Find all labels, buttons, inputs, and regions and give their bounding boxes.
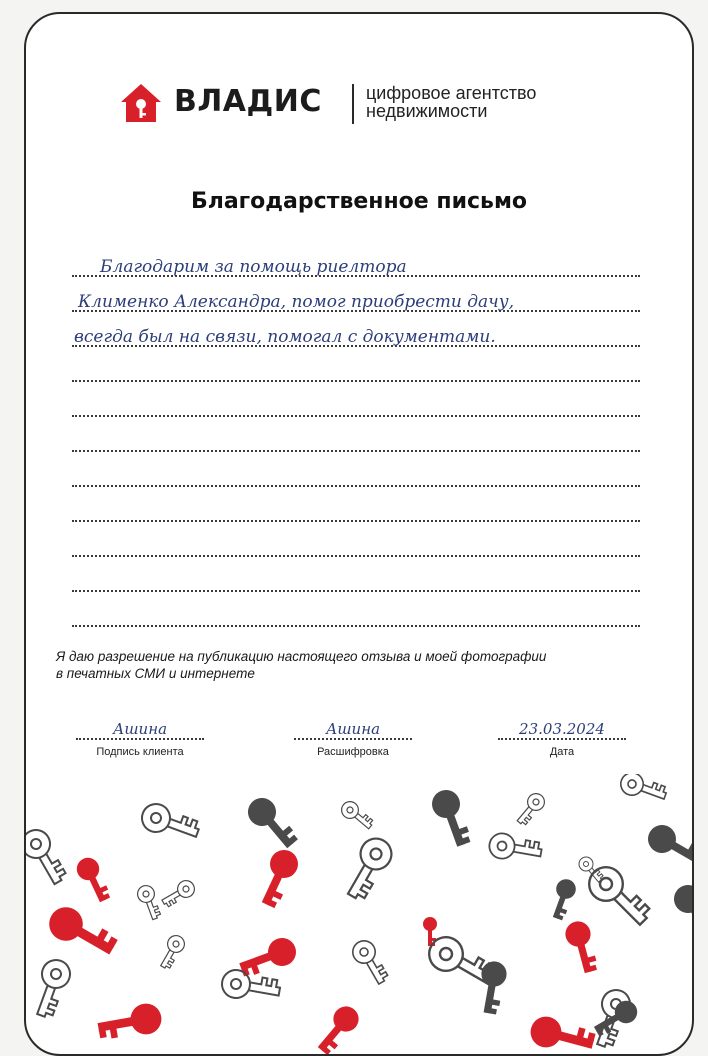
date-label: Дата	[549, 746, 575, 758]
client-signature-label: Подпись клиента	[96, 746, 184, 758]
key-outline-icon	[618, 774, 669, 807]
date-value: 23.03.2024	[519, 720, 605, 738]
key-outline-icon	[138, 800, 202, 846]
decoding-block	[294, 714, 412, 758]
key-outline-icon	[423, 931, 500, 995]
brand-tagline-line1: цифровое агентство	[366, 83, 537, 103]
handwritten-text: Клименко Александра, помог приобрести дачу,	[78, 292, 515, 312]
letter-title: Благодарственное письмо	[190, 189, 528, 214]
key-icon	[546, 876, 578, 921]
letter-line	[72, 312, 640, 347]
letter-line	[72, 522, 640, 557]
letter-line	[72, 347, 640, 382]
letter-body	[72, 242, 640, 627]
consent-line2: в печатных СМИ и интернете	[56, 666, 255, 681]
letter-sheet	[24, 12, 694, 1056]
date-block	[498, 714, 626, 758]
decoding-label: Расшифровка	[317, 746, 389, 758]
key-icon	[73, 854, 113, 906]
signature-decoding: Ашина	[325, 720, 381, 738]
letter-line	[72, 592, 640, 627]
letter-line	[72, 452, 640, 487]
key-outline-icon	[26, 825, 70, 889]
client-signature: Ашина	[112, 720, 168, 738]
letter-line	[72, 277, 640, 312]
decoding-line	[294, 714, 412, 740]
client-signature-block	[76, 714, 204, 758]
key-outline-icon	[338, 798, 375, 833]
decorative-keys-pattern	[26, 774, 692, 1054]
brand-name: ВЛАДИС	[174, 84, 322, 119]
brand-tagline	[366, 84, 536, 120]
key-icon	[311, 1001, 364, 1054]
key-outline-icon	[28, 956, 74, 1020]
key-icon	[96, 1001, 164, 1042]
publication-consent	[56, 648, 616, 682]
key-icon	[43, 901, 120, 965]
key-icon	[669, 880, 692, 944]
key-icon	[253, 845, 303, 909]
key-icon	[643, 820, 692, 873]
key-outline-icon	[513, 790, 548, 827]
key-outline-icon	[487, 831, 543, 865]
letter-line	[72, 487, 640, 522]
handwritten-text: всегда был на связи, помогал с документами.	[74, 327, 496, 347]
key-icon	[242, 792, 301, 854]
letter-line	[72, 242, 640, 277]
key-outline-icon	[156, 933, 188, 972]
key-outline-icon	[582, 860, 655, 933]
letter-line	[72, 557, 640, 592]
handwritten-text: Благодарим за помощь риелтора	[100, 257, 407, 277]
client-signature-line	[76, 714, 204, 740]
key-outline-icon	[338, 833, 397, 904]
brand-tagline-line2: недвижимости	[366, 101, 488, 121]
key-outline-icon	[159, 878, 198, 910]
date-line	[498, 714, 626, 740]
key-icon	[428, 786, 474, 850]
letter-line	[72, 417, 640, 452]
key-icon	[527, 1013, 597, 1054]
key-icon	[563, 919, 601, 976]
key-outline-icon	[349, 937, 392, 988]
letter-line	[72, 382, 640, 417]
logo-divider	[352, 84, 354, 124]
key-outline-icon	[135, 883, 163, 921]
house-key-icon	[120, 82, 162, 124]
consent-line1: Я даю разрешение на публикацию настоящего отзыва и моей фотографии	[56, 649, 547, 664]
